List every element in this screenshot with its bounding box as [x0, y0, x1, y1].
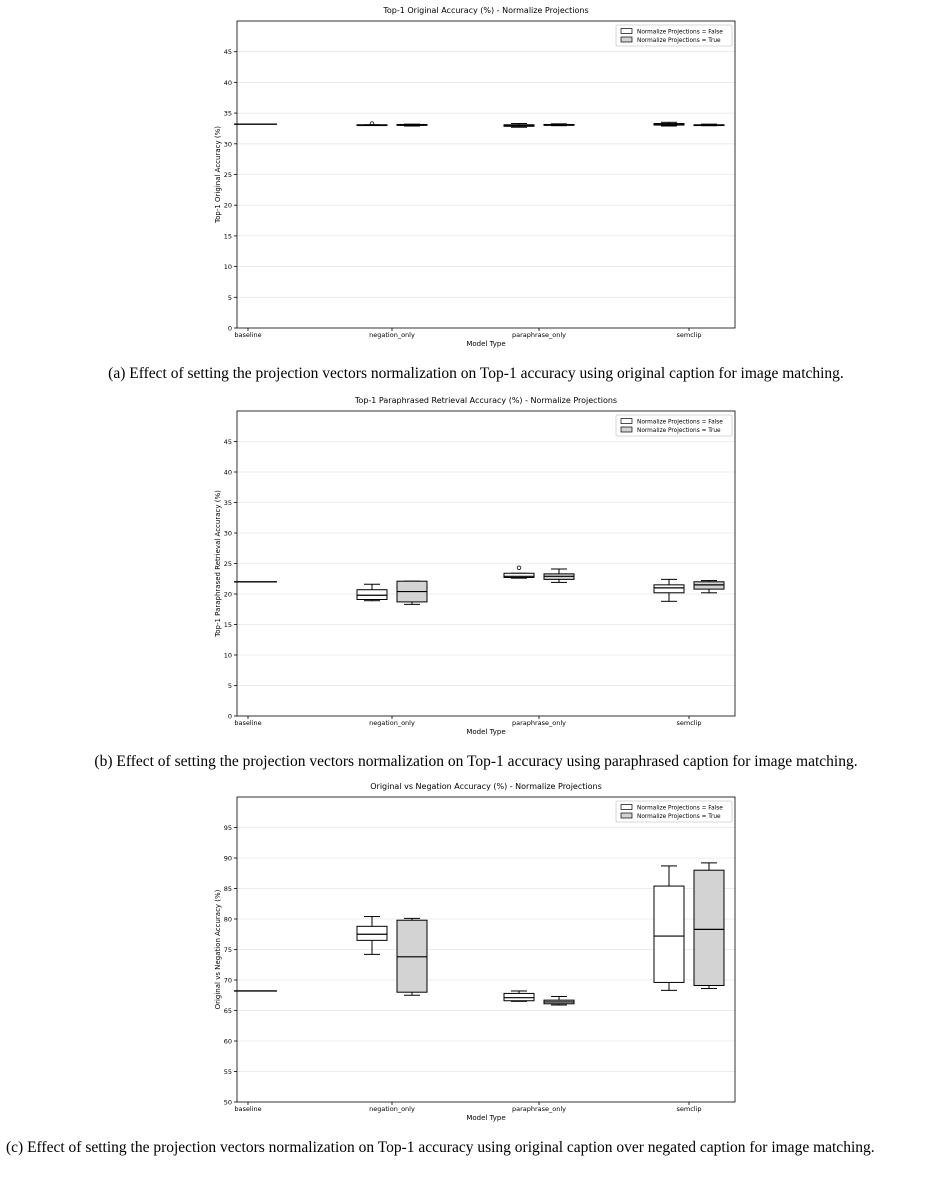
x-tick-label: paraphrase_only [511, 331, 567, 339]
chart-panel-c [0, 778, 949, 1184]
chart-b-svg [0, 390, 949, 740]
x-tick-label: negation_only [369, 1105, 415, 1113]
box-semclip-true [694, 124, 724, 126]
y-tick-label: 0 [227, 324, 232, 333]
x-tick-label: negation_only [369, 331, 415, 339]
y-tick-label: 70 [223, 976, 232, 985]
y-tick-label: 10 [223, 651, 232, 660]
y-tick-label: 60 [223, 1037, 232, 1046]
y-tick-label: 80 [223, 915, 232, 924]
chart-panel-b [0, 390, 949, 774]
y-tick-label: 85 [223, 885, 232, 893]
y-axis-label: Original vs Negation Accuracy (%) [214, 889, 222, 1010]
box-body [504, 993, 534, 1000]
y-tick-label: 25 [223, 171, 232, 179]
caption-b: (b) Effect of setting the projection vectors normalization on Top-1 accuracy using paraphrased caption for image matching. [94, 753, 858, 770]
y-tick-label: 30 [223, 140, 232, 149]
y-tick-label: 15 [223, 232, 232, 241]
box-body [397, 920, 427, 992]
box-semclip-false [654, 579, 684, 601]
y-tick-label: 20 [223, 201, 232, 210]
y-tick-label: 35 [223, 499, 232, 507]
y-tick-label: 95 [223, 824, 232, 832]
y-tick-label: 90 [223, 854, 232, 863]
legend-swatch-false [621, 805, 632, 810]
legend-label-true: Normalize Projections = True [637, 814, 721, 820]
x-axis-label: Model Type [466, 1114, 506, 1122]
x-axis-label: Model Type [466, 728, 506, 736]
chart-panel-a [0, 0, 949, 384]
chart-title: Top-1 Paraphrased Retrieval Accuracy (%) - Normalize Projections [354, 396, 618, 405]
x-tick-label: baseline [234, 719, 262, 727]
legend-swatch-true [621, 427, 632, 432]
x-tick-label: semclip [676, 719, 702, 727]
box-paraphrase_only-true [544, 569, 574, 582]
box-semclip-false [654, 122, 684, 126]
y-tick-label: 15 [223, 621, 232, 629]
x-tick-label: semclip [676, 331, 702, 339]
chart-title: Original vs Negation Accuracy (%) - Normalize Projections [370, 782, 602, 791]
box-body [357, 926, 387, 940]
x-tick-label: paraphrase_only [511, 1105, 567, 1113]
box-negation_only-true [397, 581, 427, 604]
legend-swatch-true [621, 37, 632, 42]
box-negation_only-false [357, 584, 387, 600]
y-tick-label: 65 [223, 1007, 232, 1015]
legend-swatch-false [621, 419, 632, 424]
y-tick-label: 0 [227, 712, 232, 721]
y-tick-label: 10 [223, 263, 232, 272]
box-semclip-true [694, 581, 724, 593]
box-paraphrase_only-true [544, 124, 574, 126]
x-tick-label: paraphrase_only [511, 719, 567, 727]
box-body [654, 886, 684, 982]
chart-a-svg [0, 0, 949, 350]
y-tick-label: 45 [223, 438, 232, 446]
legend-label-false: Normalize Projections = False [637, 29, 723, 36]
box-paraphrase_only-false [504, 566, 534, 578]
y-axis-label: Top-1 Original Accuracy (%) [214, 126, 222, 223]
x-axis-label: Model Type [466, 340, 506, 348]
legend-label-true: Normalize Projections = True [637, 38, 721, 44]
legend-label-false: Normalize Projections = False [637, 419, 723, 426]
box-paraphrase_only-false [504, 124, 534, 128]
y-axis-label: Top-1 Paraphrased Retrieval Accuracy (%) [214, 490, 222, 637]
y-tick-label: 35 [223, 109, 232, 118]
legend-swatch-false [621, 29, 632, 34]
legend-swatch-true [621, 813, 632, 818]
box-negation_only-false [357, 917, 387, 955]
box-semclip-false [654, 866, 684, 990]
legend-label-true: Normalize Projections = True [637, 428, 721, 434]
box-body [654, 585, 684, 593]
y-tick-label: 5 [227, 293, 232, 302]
caption-c: (c) Effect of setting the projection vectors normalization on Top-1 accuracy using original caption over negated caption for image matching. [6, 1139, 875, 1156]
box-negation_only-true [397, 918, 427, 995]
x-tick-label: baseline [234, 1105, 262, 1113]
box-body [694, 582, 724, 589]
caption-a: (a) Effect of setting the projection vectors normalization on Top-1 accuracy using original caption for image matching. [108, 365, 844, 382]
x-tick-label: negation_only [369, 719, 415, 727]
box-negation_only-true [397, 124, 427, 126]
y-tick-label: 40 [223, 468, 232, 477]
box-semclip-true [694, 863, 724, 989]
box-negation_only-false [357, 122, 387, 126]
chart-c-svg [0, 778, 949, 1128]
y-tick-label: 45 [223, 48, 232, 57]
y-tick-label: 20 [223, 590, 232, 599]
box-body [357, 590, 387, 600]
y-tick-label: 40 [223, 78, 232, 87]
x-tick-label: semclip [676, 1105, 702, 1113]
y-tick-label: 5 [227, 682, 232, 690]
box-paraphrase_only-false [504, 991, 534, 1001]
chart-title: Top-1 Original Accuracy (%) - Normalize Projections [383, 6, 589, 15]
y-tick-label: 50 [223, 1098, 232, 1107]
box-paraphrase_only-true [544, 996, 574, 1005]
y-tick-label: 55 [223, 1068, 232, 1076]
outlier-point [517, 566, 521, 570]
x-tick-label: baseline [234, 331, 262, 339]
legend-label-false: Normalize Projections = False [637, 805, 723, 812]
y-tick-label: 75 [223, 946, 232, 954]
y-tick-label: 25 [223, 560, 232, 568]
y-tick-label: 30 [223, 529, 232, 538]
box-body [694, 870, 724, 985]
